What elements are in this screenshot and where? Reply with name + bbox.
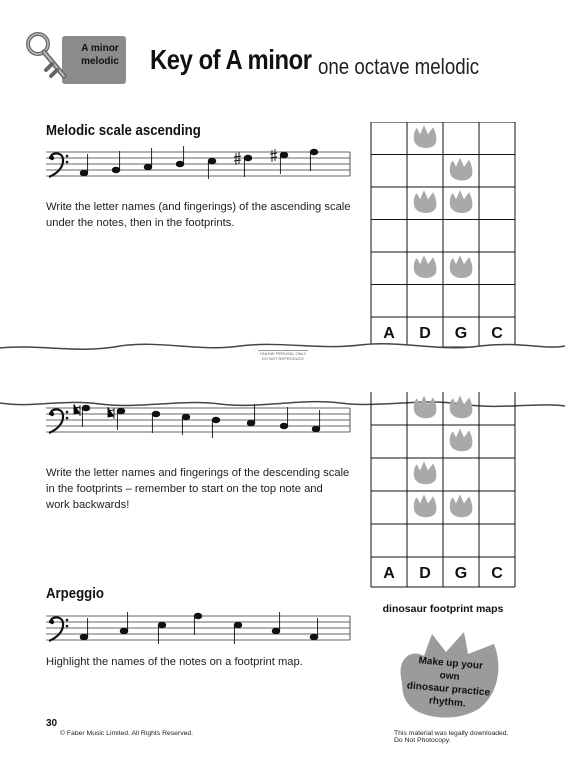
- natural-signs: [74, 404, 114, 419]
- bass-clef-icon: [49, 153, 68, 177]
- string-label-a: A: [383, 325, 395, 342]
- footprint-icon: [450, 255, 473, 278]
- footprint-icon: [450, 429, 473, 452]
- footprint-map-top: [370, 122, 516, 348]
- descending-staff: [46, 402, 352, 438]
- key-badge: [18, 32, 126, 90]
- callout-text: [404, 653, 494, 712]
- callout-line-2: dinosaur practice: [406, 680, 491, 699]
- arpeggio-heading: Arpeggio: [46, 585, 104, 602]
- bass-clef-icon: [49, 409, 68, 433]
- copyright-notice: © Faber Music Limited. All Rights Reserved.: [60, 730, 194, 737]
- string-label-g: G: [454, 565, 468, 582]
- footprint-map-bottom: [370, 392, 516, 596]
- footprint-icon: [450, 495, 473, 518]
- string-label-c: C: [491, 325, 503, 342]
- ascending-instruction: [46, 199, 356, 231]
- legal-line-1: This material was legally downloaded.: [394, 730, 509, 737]
- page-subtitle: one octave melodic: [318, 54, 480, 79]
- stamp-line-2: DO NOT REPRODUCE: [261, 356, 305, 361]
- descending-instruction-line-2: in the footprints – remember to start on the top note and: [46, 483, 323, 495]
- footprint-icon: [450, 190, 473, 213]
- arpeggio-staff: [46, 610, 352, 646]
- badge-line-1: A minor: [81, 43, 119, 54]
- callout-line-3: rhythm.: [428, 695, 467, 710]
- ascending-heading: Melodic scale ascending: [46, 122, 201, 139]
- page-title: Key of A minor: [150, 44, 312, 75]
- ascending-instruction-line-1: Write the letter names (and fingerings) of the ascending scale: [46, 201, 351, 213]
- legal-notice: [394, 730, 508, 744]
- footprint-icon: [450, 158, 473, 181]
- key-badge-label: [74, 42, 126, 68]
- string-label-a: A: [383, 565, 395, 582]
- string-label-c: C: [491, 565, 503, 582]
- descending-instruction: [46, 465, 366, 513]
- footprint-icon: [414, 396, 437, 419]
- footprint-icon: [414, 190, 437, 213]
- callout-line-1: Make up your own: [418, 655, 484, 683]
- bass-clef-icon: [49, 617, 68, 641]
- footprint-icon: [414, 255, 437, 278]
- badge-line-2: melodic: [81, 56, 119, 67]
- string-label-d: D: [419, 325, 431, 342]
- footprint-icon: [414, 495, 437, 518]
- stamp-line-1: ONLINE PERUSAL ONLY: [259, 351, 307, 356]
- footprint-icon: [414, 462, 437, 485]
- perusal-stamp: [258, 350, 308, 361]
- ascending-staff: [46, 146, 352, 182]
- page-number: 30: [46, 718, 58, 729]
- legal-line-2: Do Not Photocopy.: [394, 737, 451, 744]
- arpeggio-instruction: Highlight the names of the notes on a footprint map.: [46, 656, 303, 668]
- string-label-d: D: [419, 565, 431, 582]
- string-label-g: G: [454, 325, 468, 342]
- footprint-icon: [414, 125, 437, 148]
- footprint-caption: dinosaur footprint maps: [382, 603, 504, 615]
- footprint-icon: [450, 396, 473, 419]
- sharp-signs: [234, 149, 277, 165]
- ascending-instruction-line-2: under the notes, then in the footprints.: [46, 217, 235, 229]
- descending-instruction-line-1: Write the letter names and fingerings of the descending scale: [46, 467, 350, 479]
- descending-instruction-line-3: work backwards!: [46, 499, 130, 511]
